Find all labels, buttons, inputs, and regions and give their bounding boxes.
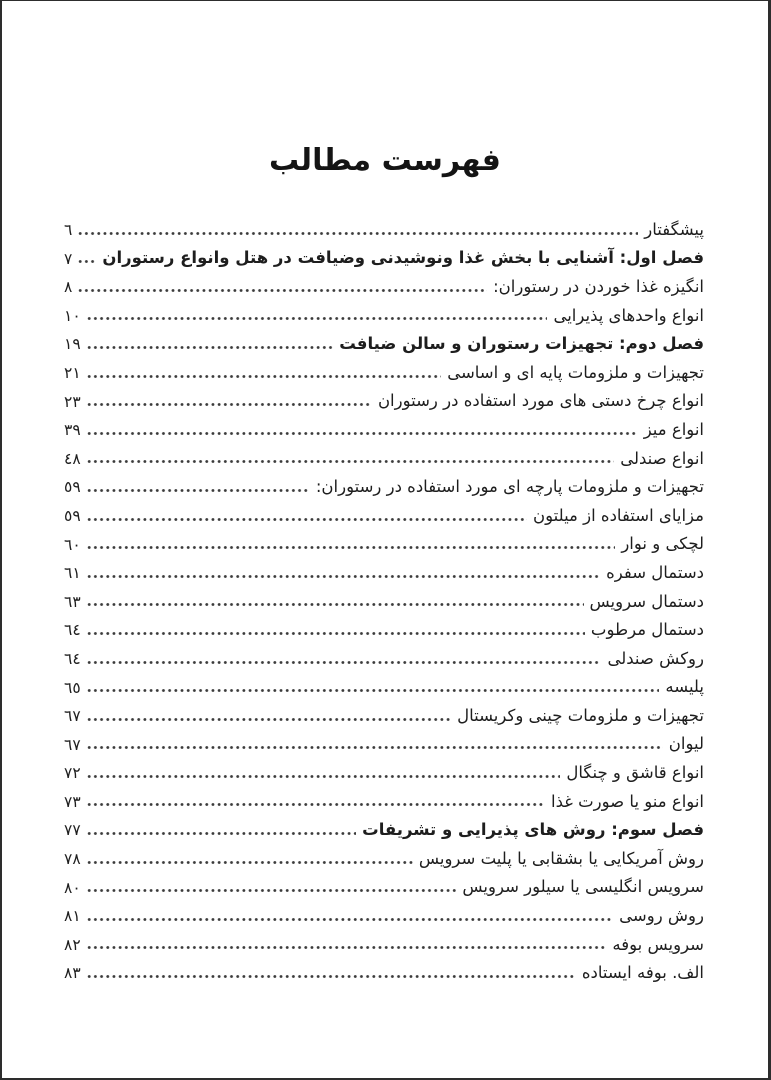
toc-entry-label: انگیزه غذا خوردن در رستوران: — [493, 276, 704, 296]
toc-entry-label: سرویس بوفه — [612, 934, 704, 954]
toc-entry-label: روش روسی — [619, 906, 704, 926]
toc-entry — [64, 271, 704, 300]
toc-entry-page-number: ٥٩ — [64, 506, 81, 525]
toc-list — [64, 214, 704, 986]
toc-entry — [64, 243, 704, 272]
toc-entry — [64, 443, 704, 472]
toc-entry-page-number: ٦ — [64, 221, 73, 239]
toc-entry — [64, 414, 704, 443]
toc-entry-label: لیوان — [668, 734, 704, 754]
toc-entry-page-number: ٨١ — [64, 907, 81, 926]
dot-leader — [87, 630, 585, 637]
toc-entry — [64, 500, 704, 529]
toc-entry-page-number: ٤٨ — [64, 449, 81, 468]
dot-leader — [87, 601, 584, 608]
toc-entry-page-number: ٧٣ — [64, 792, 81, 811]
toc-entry — [64, 929, 704, 958]
toc-entry — [64, 843, 704, 872]
dot-leader — [87, 487, 310, 494]
toc-entry-label: انواع منو یا صورت غذا — [551, 791, 704, 811]
toc-entry-page-number: ٦٠ — [64, 535, 81, 554]
dot-leader — [78, 287, 487, 294]
toc-entry-label: فصل اول: آشنایی با بخش غذا ونوشیدنی وضیافت در هتل وانواع رستوران — [102, 248, 704, 268]
toc-entry-label: لچکی و نوار — [621, 534, 704, 554]
toc-entry-page-number: ١٩ — [64, 335, 81, 354]
toc-entry-page-number: ٥٩ — [64, 478, 81, 497]
toc-entry-page-number: ٧٢ — [64, 764, 81, 783]
toc-entry-page-number: ٦١ — [64, 564, 81, 583]
toc-entry-page-number: ٦٣ — [64, 592, 81, 611]
toc-entry — [64, 214, 704, 243]
dot-leader — [87, 773, 561, 780]
toc-entry-page-number: ٢١ — [64, 363, 81, 382]
toc-entry-label: تجهیزات و ملزومات پارچه ای مورد استفاده در رستوران: — [315, 477, 704, 497]
toc-entry-page-number: ٦٥ — [64, 678, 81, 697]
toc-entry — [64, 814, 704, 843]
dot-leader — [78, 258, 96, 265]
dot-leader — [87, 944, 607, 951]
toc-entry — [64, 643, 704, 672]
dot-leader — [87, 973, 576, 980]
dot-leader — [87, 315, 548, 322]
dot-leader — [87, 373, 442, 380]
toc-entry — [64, 700, 704, 729]
toc-entry-label: فصل سوم: روش های پذیرایی و تشریفات — [362, 820, 704, 840]
dot-leader — [87, 744, 663, 751]
toc-entry-label: پیشگفتار — [644, 219, 704, 239]
toc-entry-label: تجهیزات و ملزومات چینی وکریستال — [457, 705, 704, 725]
toc-entry-page-number: ٧٧ — [64, 821, 81, 840]
toc-entry-label: سرویس انگلیسی یا سیلور سرویس — [462, 877, 704, 897]
toc-entry-label: فصل دوم: تجهیزات رستوران و سالن ضیافت — [339, 334, 704, 354]
toc-entry — [64, 557, 704, 586]
toc-entry-label: دستمال سرویس — [589, 591, 704, 611]
dot-leader — [87, 344, 334, 351]
dot-leader — [87, 716, 451, 723]
toc-entry-page-number: ٦٤ — [64, 649, 81, 668]
toc-entry — [64, 471, 704, 500]
toc-entry-page-number: ٦٧ — [64, 735, 81, 754]
dot-leader — [87, 458, 615, 465]
dot-leader — [87, 544, 616, 551]
dot-leader — [87, 801, 545, 808]
dot-leader — [87, 401, 372, 408]
toc-entry-page-number: ٦٧ — [64, 707, 81, 726]
toc-entry-page-number: ٨٣ — [64, 964, 81, 983]
toc-entry-label: تجهیزات و ملزومات پایه ای و اساسی — [447, 362, 704, 382]
dot-leader — [87, 516, 527, 523]
toc-entry — [64, 614, 704, 643]
page-title: فهرست مطالب — [269, 143, 501, 178]
toc-entry — [64, 328, 704, 357]
toc-entry-page-number: ٣٩ — [64, 421, 81, 440]
toc-entry-page-number: ٧٨ — [64, 850, 81, 869]
dot-leader — [87, 916, 614, 923]
toc-entry-label: دستمال سفره — [606, 562, 704, 582]
toc-entry — [64, 957, 704, 986]
dot-leader — [87, 687, 660, 694]
toc-entry-label: انواع واحدهای پذیرایی — [553, 305, 704, 325]
toc-entry-label: دستمال مرطوب — [590, 620, 704, 640]
toc-entry-label: روش آمریکایی یا بشقابی یا پلیت سرویس — [418, 848, 704, 868]
toc-entry — [64, 300, 704, 329]
toc-entry-page-number: ٨٠ — [64, 878, 81, 897]
toc-entry-label: انواع چرخ دستی های مورد استفاده در رستوران — [377, 391, 704, 411]
toc-entry-label: الف. بوفه ایستاده — [581, 963, 704, 983]
toc-entry-page-number: ٢٣ — [64, 392, 81, 411]
toc-entry-label: انواع قاشق و چنگال — [566, 763, 704, 783]
toc-entry-page-number: ١٠ — [64, 306, 81, 325]
toc-entry — [64, 386, 704, 415]
toc-entry — [64, 729, 704, 758]
toc-entry-page-number: ٧ — [64, 249, 73, 268]
toc-entry — [64, 529, 704, 558]
toc-entry — [64, 357, 704, 386]
toc-entry-label: روکش صندلی — [607, 648, 704, 668]
toc-entry-label: انواع صندلی — [620, 448, 704, 468]
dot-leader — [87, 659, 602, 666]
toc-entry — [64, 586, 704, 615]
toc-entry — [64, 900, 704, 929]
dot-leader — [87, 430, 638, 437]
toc-entry — [64, 786, 704, 815]
toc-entry-label: انواع میز — [643, 419, 704, 439]
toc-entry — [64, 672, 704, 701]
dot-leader — [87, 887, 457, 894]
dot-leader — [87, 573, 600, 580]
dot-leader — [78, 230, 638, 237]
toc-entry-page-number: ٦٤ — [64, 621, 81, 640]
toc-entry-page-number: ٨٢ — [64, 935, 81, 954]
toc-entry — [64, 872, 704, 901]
toc-entry-label: پلیسه — [665, 677, 704, 697]
dot-leader — [87, 830, 356, 837]
dot-leader — [87, 859, 413, 866]
toc-entry — [64, 757, 704, 786]
toc-entry-label: مزایای استفاده از میلتون — [532, 505, 704, 525]
toc-entry-page-number: ٨ — [64, 278, 73, 297]
